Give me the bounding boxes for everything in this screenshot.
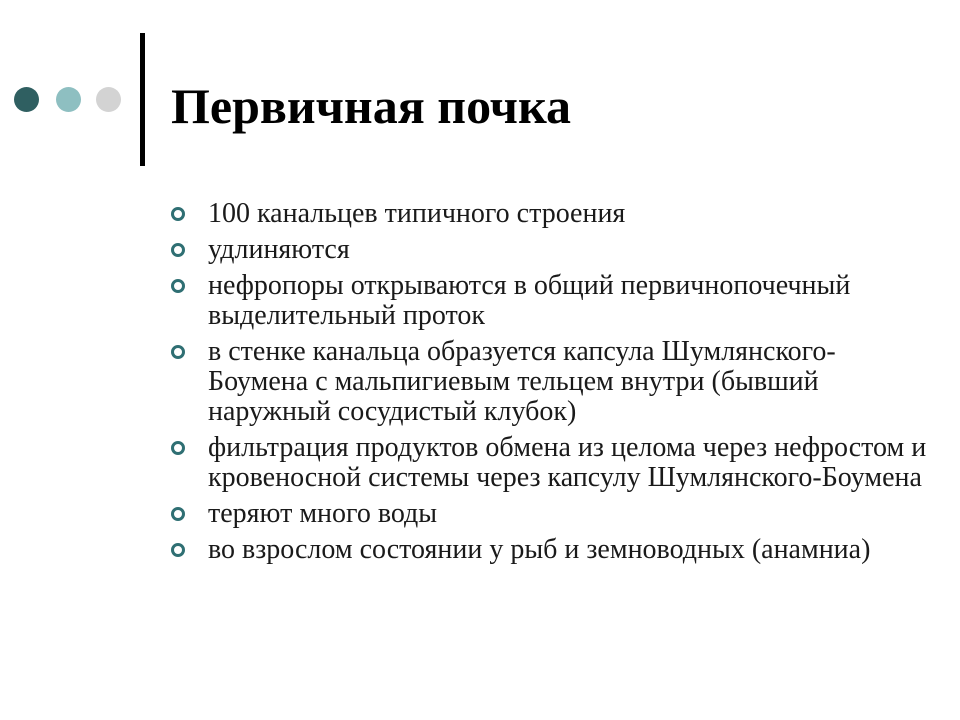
gray-dot-icon: [96, 87, 121, 112]
bullet-text: во взрослом состоянии у рыб и земноводных (анамниа): [208, 534, 871, 565]
ring-bullet-icon: [171, 543, 185, 557]
ring-bullet-icon: [171, 207, 185, 221]
bullet-list: [171, 199, 931, 571]
bullet-item: [171, 271, 931, 331]
bullet-text: 100 канальцев типичного строения: [208, 198, 626, 229]
bullet-item: [171, 499, 931, 529]
decorative-dots: [14, 87, 134, 113]
bullet-item: [171, 235, 931, 265]
ring-bullet-icon: [171, 345, 185, 359]
ring-bullet-icon: [171, 441, 185, 455]
bullet-text: фильтрация продуктов обмена из целома через нефростом и кровеносной системы через капсулу Шумлянского-Боумена: [208, 432, 927, 493]
bullet-text: нефропоры открываются в общий первичнопочечный выделительный проток: [208, 270, 851, 331]
dark-teal-dot-icon: [14, 87, 39, 112]
ring-bullet-icon: [171, 243, 185, 257]
bullet-item: [171, 199, 931, 229]
title-divider: [140, 33, 145, 166]
slide-title: Первичная почка: [171, 78, 572, 134]
bullet-text: теряют много воды: [208, 498, 438, 529]
bullet-text: удлиняются: [208, 234, 350, 265]
light-teal-dot-icon: [56, 87, 81, 112]
ring-bullet-icon: [171, 279, 185, 293]
bullet-item: [171, 535, 931, 565]
bullet-item: [171, 337, 931, 427]
bullet-text: в стенке канальца образуется капсула Шумлянского-Боумена с мальпигиевым тельцем внутри (бывший наружный сосудистый клубок): [208, 336, 836, 427]
ring-bullet-icon: [171, 507, 185, 521]
bullet-item: [171, 433, 931, 493]
